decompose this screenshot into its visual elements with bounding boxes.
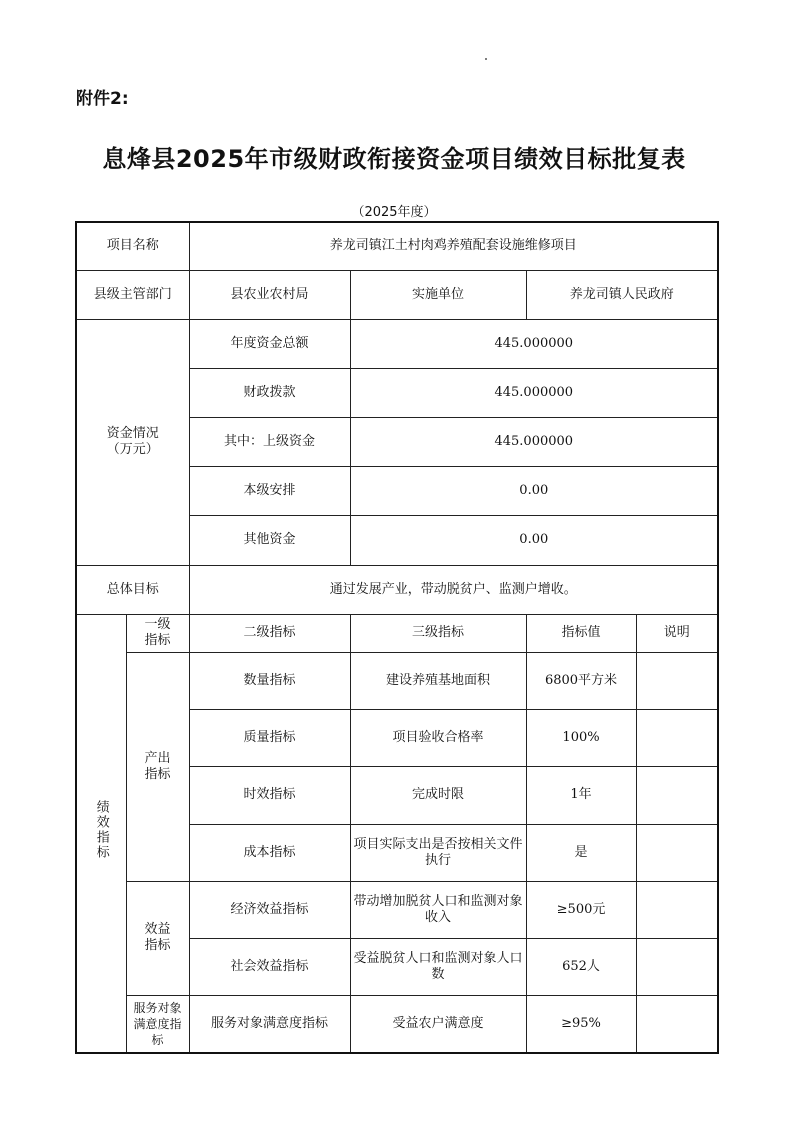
note-cell — [636, 709, 718, 766]
note-cell — [636, 824, 718, 881]
level2-cell: 服务对象满意度指标 — [189, 995, 350, 1053]
satisfaction-label: 服务对象满意度指标 — [126, 995, 189, 1053]
level3-cell: 项目验收合格率 — [350, 709, 526, 766]
table-row — [76, 614, 718, 652]
table-row — [76, 270, 718, 319]
output-label: 产出指标 — [126, 652, 189, 881]
fund-row-value: 0.00 — [350, 515, 718, 565]
level3-cell: 完成时限 — [350, 766, 526, 824]
level3-cell: 项目实际支出是否按相关文件执行 — [350, 824, 526, 881]
value-cell: 1年 — [526, 766, 636, 824]
scan-speck — [485, 58, 487, 60]
approval-table — [75, 221, 719, 1054]
page-title: 息烽县2025年市级财政衔接资金项目绩效目标批复表 — [102, 145, 686, 173]
impl-label: 实施单位 — [350, 270, 526, 319]
fund-row-value: 445.000000 — [350, 319, 718, 368]
table-row — [76, 222, 718, 270]
project-name-label: 项目名称 — [76, 222, 189, 270]
attachment-label: 附件2: — [76, 89, 129, 109]
table-row — [76, 319, 718, 368]
level3-cell: 受益农户满意度 — [350, 995, 526, 1053]
note-header: 说明 — [636, 614, 718, 652]
level3-header: 三级指标 — [350, 614, 526, 652]
value-cell: 652人 — [526, 938, 636, 995]
perf-label — [76, 614, 126, 1053]
fund-row-label: 其中：上级资金 — [189, 417, 350, 466]
table-row — [76, 881, 718, 938]
goal-value: 通过发展产业，带动脱贫户、监测户增收。 — [189, 565, 718, 614]
level2-header: 二级指标 — [189, 614, 350, 652]
table-row — [76, 565, 718, 614]
level2-cell: 成本指标 — [189, 824, 350, 881]
level3-cell: 建设养殖基地面积 — [350, 652, 526, 709]
note-cell — [636, 995, 718, 1053]
value-header: 指标值 — [526, 614, 636, 652]
fund-row-label: 本级安排 — [189, 466, 350, 515]
fund-row-value: 0.00 — [350, 466, 718, 515]
value-cell: 100% — [526, 709, 636, 766]
level1-header: 一级指标 — [126, 614, 189, 652]
value-cell: 6800平方米 — [526, 652, 636, 709]
table-row — [76, 995, 718, 1053]
value-cell: 是 — [526, 824, 636, 881]
level3-cell: 受益脱贫人口和监测对象人口数 — [350, 938, 526, 995]
goal-label: 总体目标 — [76, 565, 189, 614]
value-cell: ≥95% — [526, 995, 636, 1053]
year-label: （2025年度） — [351, 205, 437, 220]
fund-row-value: 445.000000 — [350, 368, 718, 417]
level3-cell: 带动增加脱贫人口和监测对象收入 — [350, 881, 526, 938]
dept-value: 县农业农村局 — [189, 270, 350, 319]
note-cell — [636, 652, 718, 709]
perf-label-text: 绩效指标 — [93, 800, 109, 861]
fund-row-value: 445.000000 — [350, 417, 718, 466]
table-row — [76, 652, 718, 709]
level2-cell: 经济效益指标 — [189, 881, 350, 938]
level2-cell: 社会效益指标 — [189, 938, 350, 995]
funds-label: 资金情况 （万元） — [76, 319, 189, 565]
impl-value: 养龙司镇人民政府 — [526, 270, 718, 319]
note-cell — [636, 766, 718, 824]
value-cell: ≥500元 — [526, 881, 636, 938]
level2-cell: 时效指标 — [189, 766, 350, 824]
benefit-label: 效益指标 — [126, 881, 189, 995]
note-cell — [636, 881, 718, 938]
level2-cell: 数量指标 — [189, 652, 350, 709]
fund-row-label: 其他资金 — [189, 515, 350, 565]
project-name-value: 养龙司镇江土村肉鸡养殖配套设施维修项目 — [189, 222, 718, 270]
fund-row-label: 年度资金总额 — [189, 319, 350, 368]
level2-cell: 质量指标 — [189, 709, 350, 766]
note-cell — [636, 938, 718, 995]
fund-row-label: 财政拨款 — [189, 368, 350, 417]
dept-label: 县级主管部门 — [76, 270, 189, 319]
